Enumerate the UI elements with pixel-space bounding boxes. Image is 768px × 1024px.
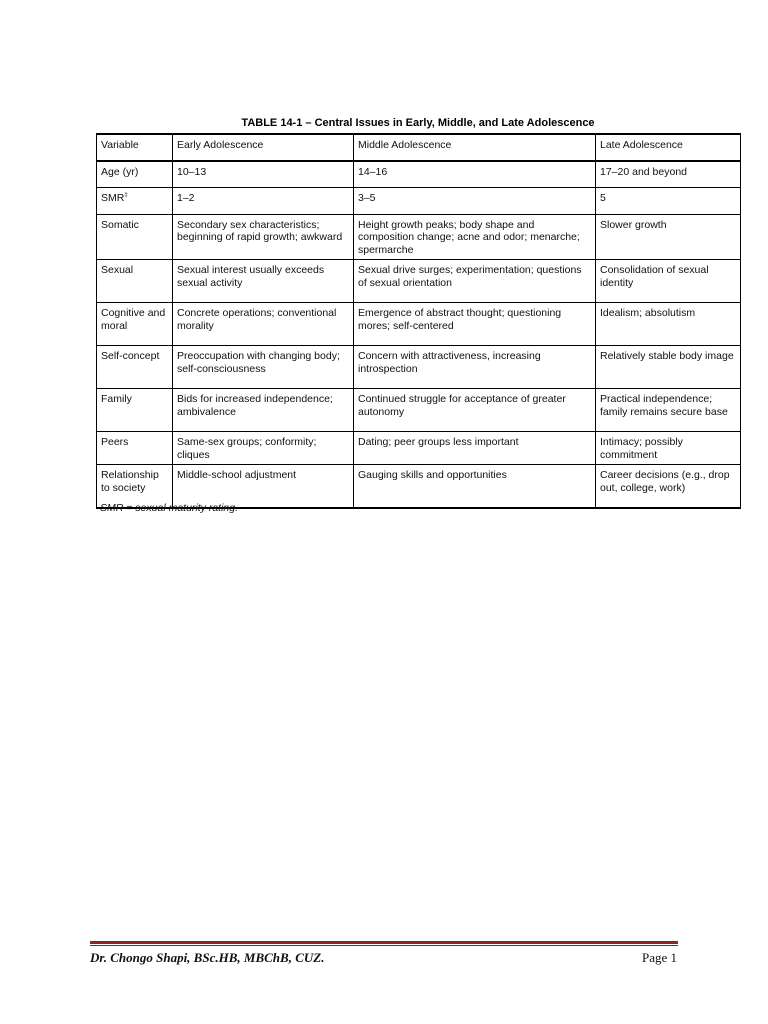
row-label: Age (yr): [97, 161, 173, 187]
row-label: Self-concept: [97, 346, 173, 389]
footer-rule: [90, 941, 678, 946]
row-label: Relationship to society: [97, 465, 173, 508]
table-row: [97, 161, 741, 187]
cell-late: Relatively stable body image: [596, 346, 741, 389]
table-caption: TABLE 14-1 – Central Issues in Early, Middle, and Late Adolescence: [241, 117, 595, 129]
cell-middle: 14–16: [354, 161, 596, 187]
cell-early: Same-sex groups; conformity; cliques: [173, 432, 354, 465]
cell-late: Consolidation of sexual identity: [596, 260, 741, 303]
table-row: [97, 214, 741, 260]
footnote-marker: ‡: [124, 192, 128, 198]
table-footnote: SMR = sexual maturity rating.: [100, 502, 239, 514]
table-row: [97, 432, 741, 465]
cell-late: Career decisions (e.g., drop out, college, work): [596, 465, 741, 508]
cell-middle: Concern with attractiveness, increasing introspection: [354, 346, 596, 389]
cell-early: 1–2: [173, 187, 354, 214]
table-row: [97, 303, 741, 346]
adolescence-table: [96, 133, 741, 509]
cell-middle: Gauging skills and opportunities: [354, 465, 596, 508]
row-label: Somatic: [97, 214, 173, 260]
cell-middle: Height growth peaks; body shape and composition change; acne and odor; menarche; spermarche: [354, 214, 596, 260]
row-label: SMR: [101, 191, 125, 204]
cell-late: 17–20 and beyond: [596, 161, 741, 187]
cell-early: Sexual interest usually exceeds sexual activity: [173, 260, 354, 303]
table-header-row: [97, 134, 741, 161]
header-early: Early Adolescence: [173, 134, 354, 161]
row-label-cell: [97, 187, 173, 214]
cell-middle: Sexual drive surges; experimentation; questions of sexual orientation: [354, 260, 596, 303]
cell-early: Preoccupation with changing body; self-consciousness: [173, 346, 354, 389]
cell-middle: Emergence of abstract thought; questioning mores; self-centered: [354, 303, 596, 346]
row-label: Family: [97, 389, 173, 432]
cell-early: Concrete operations; conventional morality: [173, 303, 354, 346]
cell-late: Intimacy; possibly commitment: [596, 432, 741, 465]
cell-middle: 3–5: [354, 187, 596, 214]
cell-middle: Continued struggle for acceptance of greater autonomy: [354, 389, 596, 432]
table-row: [97, 260, 741, 303]
header-late: Late Adolescence: [596, 134, 741, 161]
header-middle: Middle Adolescence: [354, 134, 596, 161]
table-row: [97, 187, 741, 214]
cell-early: 10–13: [173, 161, 354, 187]
cell-late: Idealism; absolutism: [596, 303, 741, 346]
cell-early: Bids for increased independence; ambivalence: [173, 389, 354, 432]
page-number: Page 1: [641, 950, 677, 965]
cell-late: Slower growth: [596, 214, 741, 260]
table-row: [97, 346, 741, 389]
footer-author: Dr. Chongo Shapi, BSc.HB, MBChB, CUZ.: [90, 950, 325, 965]
cell-early: Middle-school adjustment: [173, 465, 354, 508]
cell-middle: Dating; peer groups less important: [354, 432, 596, 465]
row-label: Sexual: [97, 260, 173, 303]
row-label: Cognitive and moral: [97, 303, 173, 346]
cell-early: Secondary sex characteristics; beginning of rapid growth; awkward: [173, 214, 354, 260]
cell-late: 5: [596, 187, 741, 214]
header-variable: Variable: [97, 134, 173, 161]
row-label: Peers: [97, 432, 173, 465]
table-row: [97, 389, 741, 432]
cell-late: Practical independence; family remains secure base: [596, 389, 741, 432]
